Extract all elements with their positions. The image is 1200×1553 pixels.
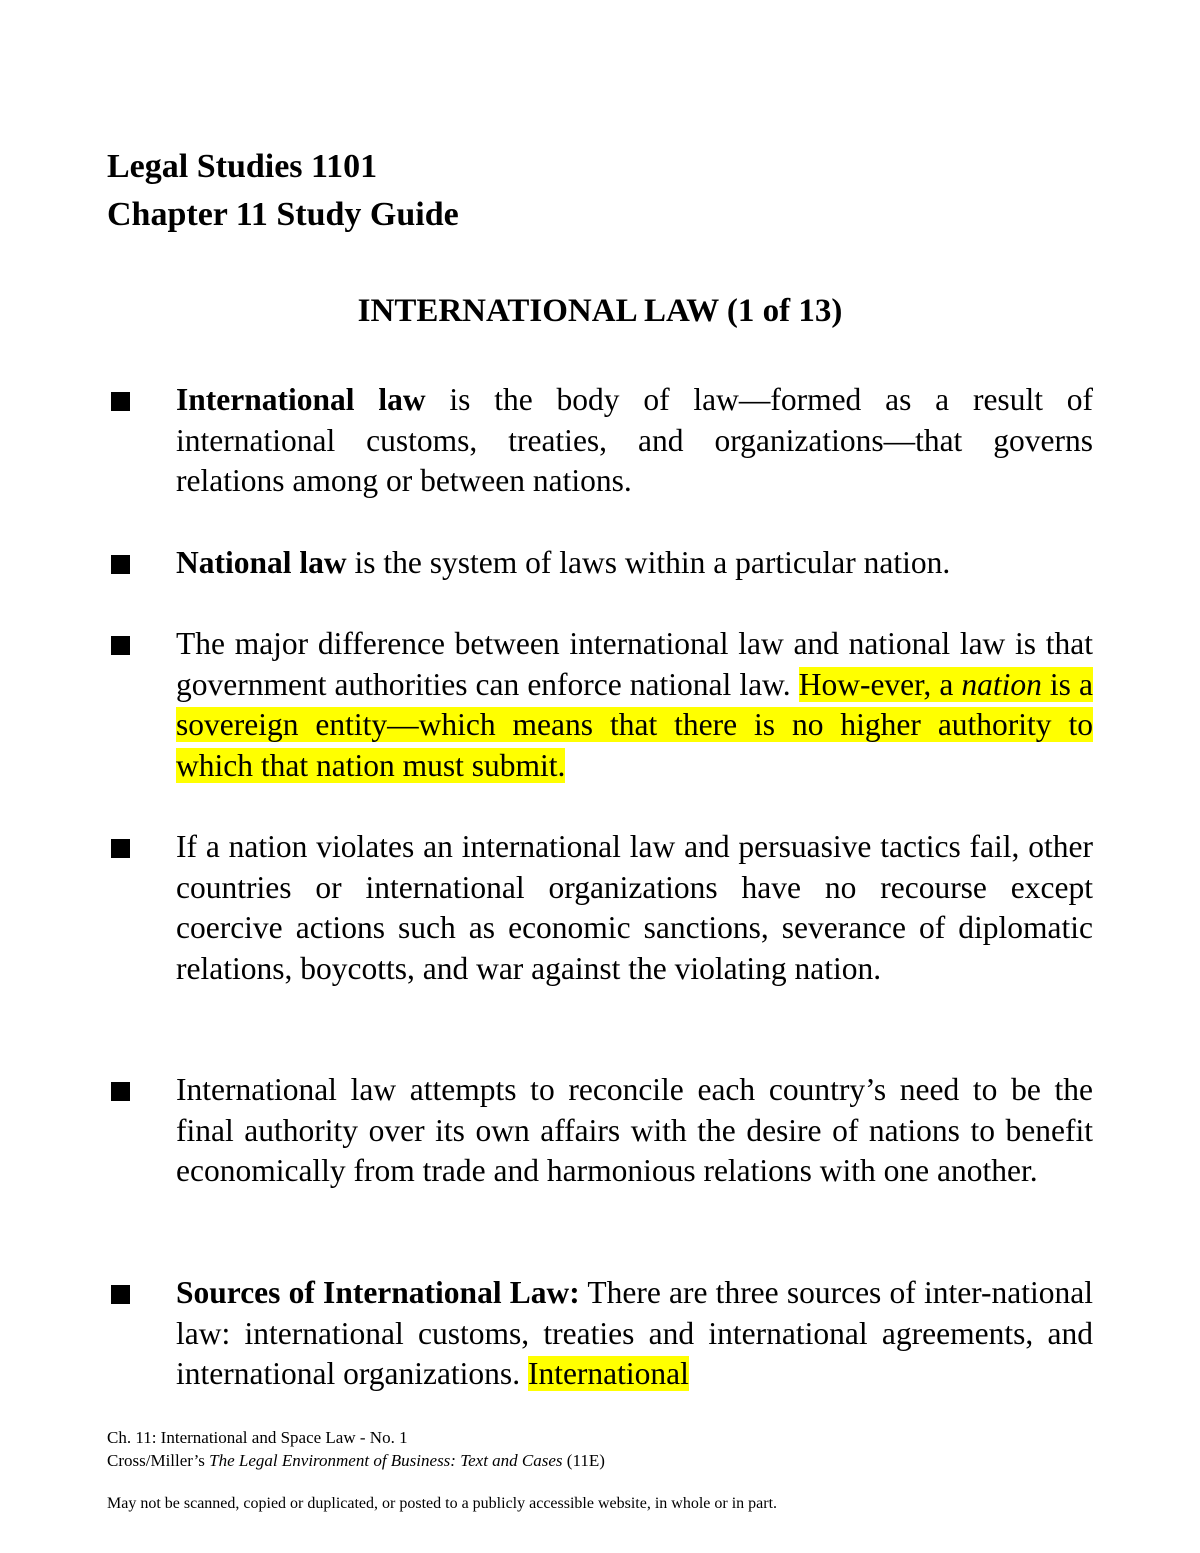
footer-edition: (11E) (562, 1451, 605, 1470)
bullet-body: If a nation violates an international law and persuasive tactics fail, other countries or international organizations have no recourse except coercive actions such as economic sanctions, severance of diplomatic relations, boycotts, and war against the violating nation. (176, 829, 1093, 987)
bullet-body: International law attempts to reconcile each country’s need to be the final authority over its own affairs with the desire of nations to benefit economically from trade and harmonious relations with one another. (176, 1072, 1093, 1189)
footer-chapter: Ch. 11: International and Space Law - No. 1 (107, 1428, 408, 1447)
square-bullet-icon (111, 636, 130, 655)
bullet-text (176, 827, 1093, 990)
footer-authors: Cross/Miller’s (107, 1451, 210, 1470)
highlight-end: is a sovereign entity—which means that there is no higher authority to which that nation must submit. (176, 666, 1093, 784)
guide-title: Chapter 11 Study Guide (107, 196, 459, 233)
highlighted-text: International (527, 1356, 689, 1392)
footer-citation (107, 1450, 1007, 1472)
bullet-body: There are three sources of inter-national law: international customs, treaties and international agreements, and international organizations. (176, 1275, 1093, 1392)
bullet-body: The major difference between international law and national law is that government authorities can enforce national law. (176, 626, 1093, 702)
section-heading: INTERNATIONAL LAW (1 of 13) (357, 293, 843, 329)
bullet-text (176, 380, 1093, 502)
bullet-body: is the body of law—formed as a result of international customs, treaties, and organizations—that governs relations among or between nations. (176, 382, 1093, 499)
square-bullet-icon (111, 1082, 130, 1101)
course-title: Legal Studies 1101 (107, 148, 378, 185)
bullet-text (176, 1273, 1093, 1395)
bullet-term: National law (176, 545, 347, 580)
square-bullet-icon (111, 1285, 130, 1304)
square-bullet-icon (111, 555, 130, 574)
square-bullet-icon (111, 392, 130, 411)
bullet-body: is the system of laws within a particular nation. (346, 545, 951, 580)
bullet-text (176, 624, 1093, 787)
bullet-text (176, 1070, 1093, 1192)
highlight-start: How-ever, a (798, 666, 962, 702)
bullet-term: International law (176, 382, 426, 417)
square-bullet-icon (111, 839, 130, 858)
footer-book-title: The Legal Environment of Business: Text and Cases (209, 1451, 563, 1470)
italic-term: nation (961, 666, 1042, 702)
bullet-text (176, 543, 1093, 584)
bullet-term: Sources of International Law: (176, 1275, 580, 1310)
footer-notice: May not be scanned, copied or duplicated, or posted to a publicly accessible website, in whole or in part. (107, 1495, 778, 1512)
